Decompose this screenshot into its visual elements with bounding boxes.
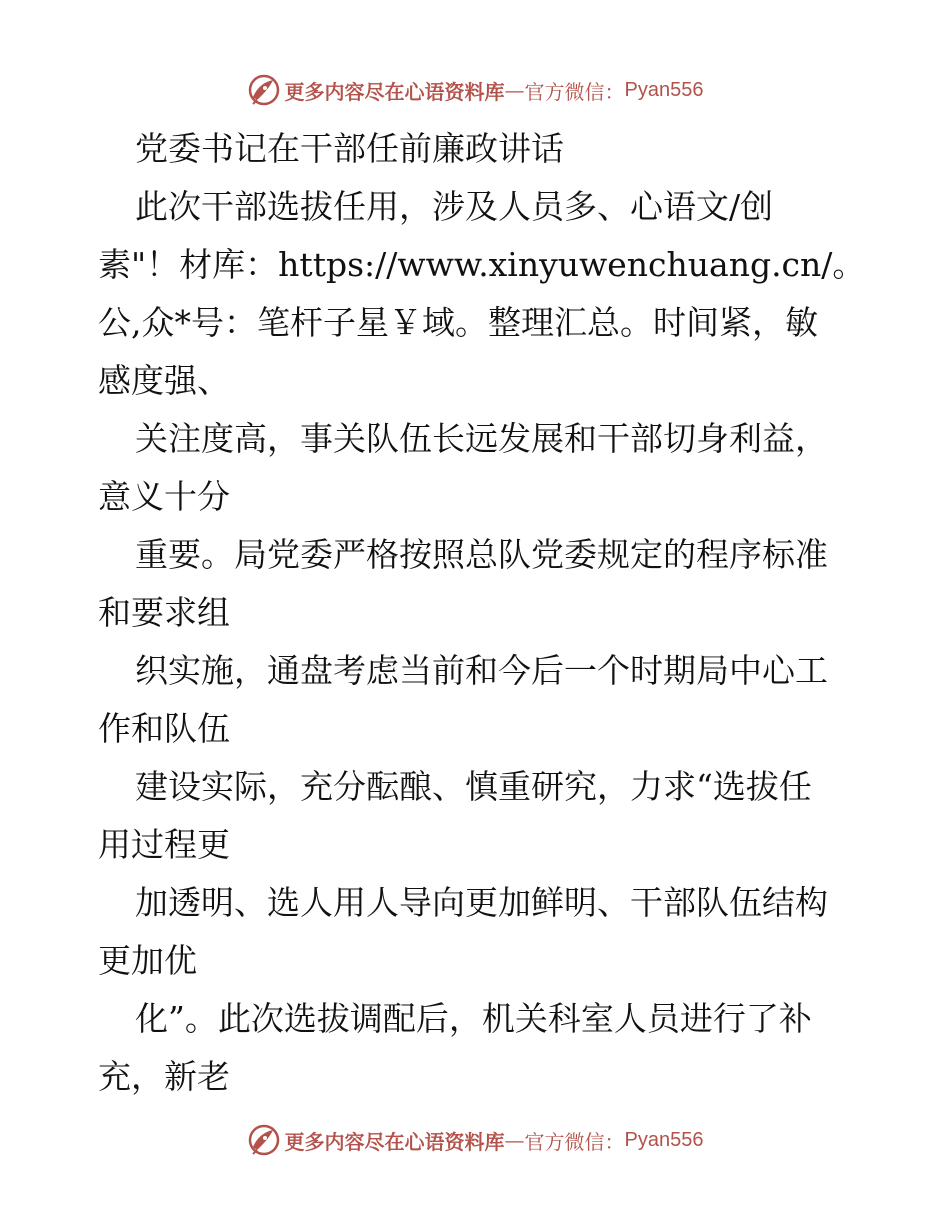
banner-wechat-id: Pyan556: [624, 78, 704, 101]
pen-nib-logo-icon: [247, 73, 281, 107]
banner-wechat-label: 官方微信：: [524, 1129, 625, 1154]
text-line: 织实施，通盘考虑当前和今后一个时期局中心工: [135, 651, 828, 690]
document-body: [98, 120, 866, 1106]
text-line: 此次干部选拔任用，涉及人员多、心语文/创: [135, 187, 774, 226]
banner-main-text: 更多内容尽在心语资料库: [284, 1129, 505, 1154]
text-line: 加透明、选人用人导向更加鲜明、干部队伍结构: [135, 883, 828, 922]
text-line: 重要。局党委严格按照总队党委规定的程序标准: [135, 535, 828, 574]
banner-separator: —: [504, 78, 525, 102]
banner-separator: —: [504, 1128, 525, 1152]
text-line: 公,众*号：笔杆子星￥域。整理汇总。时间紧，敏: [98, 303, 818, 342]
pen-nib-logo-icon: [247, 1123, 281, 1157]
text-line: 素"！材库：https://www.xinyuwenchuang.cn/。: [98, 245, 866, 284]
text-line: 党委书记在干部任前廉政讲话: [135, 129, 564, 168]
text-line: 意义十分: [98, 477, 230, 516]
text-line: 用过程更: [98, 825, 230, 864]
text-line: 感度强、: [98, 361, 230, 400]
header-banner: [0, 70, 950, 110]
banner-wechat-id: Pyan556: [624, 1128, 704, 1151]
banner-main-text: 更多内容尽在心语资料库: [284, 79, 505, 104]
text-line: 更加优: [98, 941, 197, 980]
text-line: 化”。此次选拔调配后，机关科室人员进行了补: [135, 999, 812, 1038]
footer-banner: [0, 1120, 950, 1160]
text-line: 建设实际，充分酝酿、慎重研究，力求“选拔任: [135, 767, 812, 806]
text-line: 和要求组: [98, 593, 230, 632]
banner-wechat-label: 官方微信：: [524, 79, 625, 104]
text-line: 充，新老: [98, 1057, 230, 1096]
text-line: 关注度高，事关队伍长远发展和干部切身利益，: [135, 419, 828, 458]
text-line: 作和队伍: [98, 709, 230, 748]
